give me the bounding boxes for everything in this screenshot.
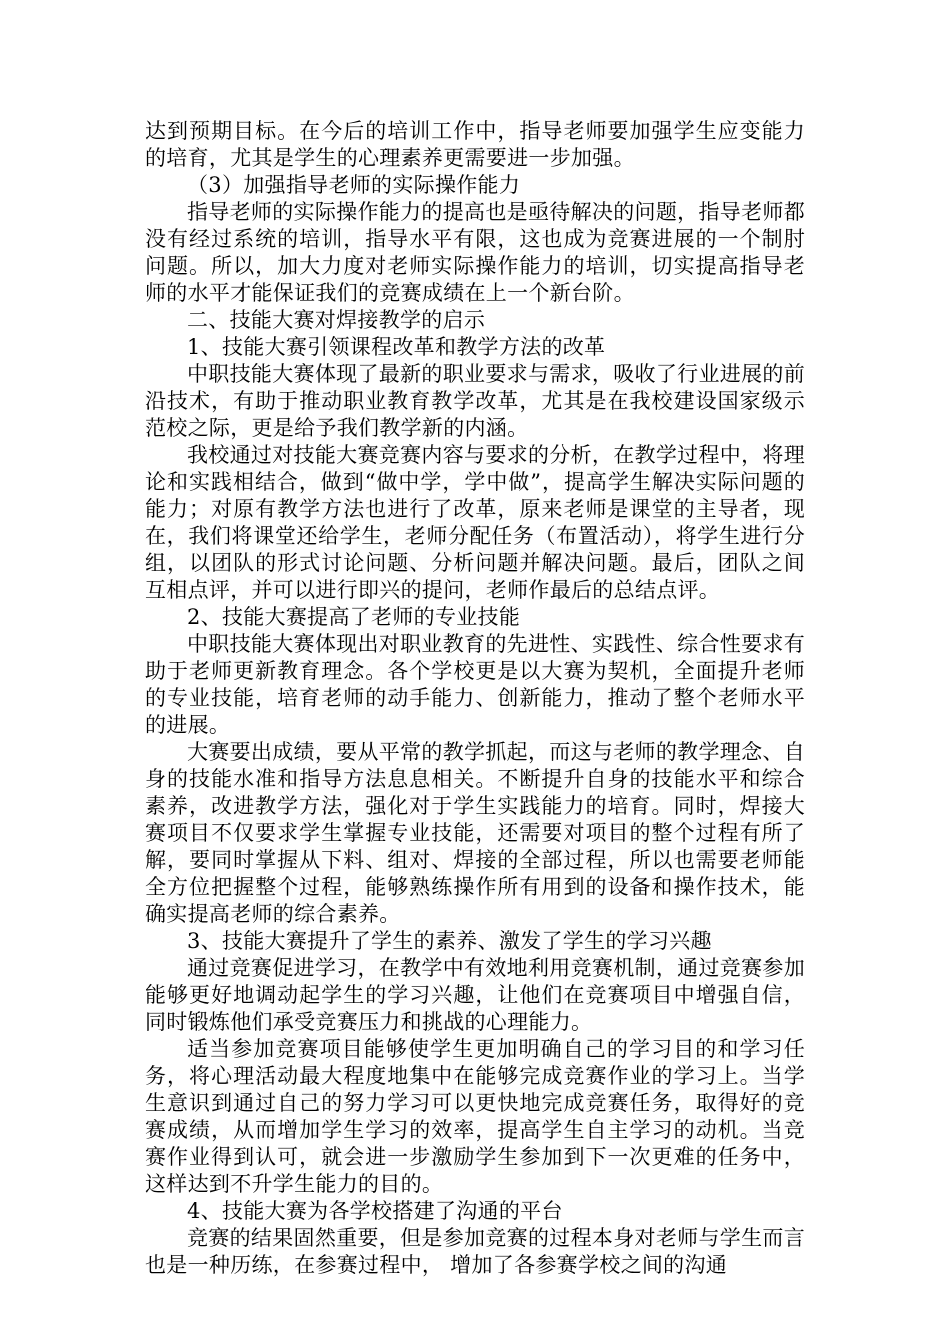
paragraph: 通过竞赛促进学习，在教学中有效地利用竞赛机制，通过竞赛参加能够更好地调动起学生的学习兴趣，让他们在竞赛项目中增强自信，同时锻炼他们承受竞赛压力和挑战的心理能力。 [145,956,805,1034]
paragraph: 竞赛的结果固然重要，但是参加竞赛的过程本身对老师与学生而言也是一种历练，在参赛过程中， 增加了各参赛学校之间的沟通 [145,1226,805,1277]
subheading-1: 1、技能大赛引领课程改革和教学方法的改革 [187,335,606,359]
subheading-3: （3）加强指导老师的实际操作能力 [187,173,521,197]
paragraph: 适当参加竞赛项目能够使学生更加明确自己的学习目的和学习任务，将心理活动最大程度地集中在能够完成竞赛作业的学习上。当学生意识到通过自己的努力学习可以更快地完成竞赛任务，取得好的竞赛成绩，从而增加学生学习的效率，提高学生自主学习的动机。当竞赛作业得到认可，就会进一步激励学生参加到下一次更难的任务中，这样达到不升学生能力的目的。 [145,1037,805,1196]
paragraph: 大赛要出成绩，要从平常的教学抓起，而这与老师的教学理念、自身的技能水准和指导方法息息相关。不断提升自身的技能水平和综合素养，改进教学方法，强化对于学生实践能力的培育。同时，焊接大赛项目不仅要求学生掌握专业技能，还需要对项目的整个过程有所了解，要同时掌握从下料、组对、焊接的全部过程，所以也需要老师能全方位把握整个过程，能够熟练操作所有用到的设备和操作技术，能确实提高老师的综合素养。 [145,740,805,926]
paragraph: 中职技能大赛体现出对职业教育的先进性、实践性、综合性要求有助于老师更新教育理念。各个学校更是以大赛为契机，全面提升老师的专业技能，培育老师的动手能力、创新能力，推动了整个老师水平的进展。 [145,632,805,737]
subheading-2: 2、技能大赛提高了老师的专业技能 [187,605,521,629]
subheading-4: 4、技能大赛为各学校搭建了沟通的平台 [187,1199,563,1223]
paragraph: 中职技能大赛体现了最新的职业要求与需求，吸收了行业进展的前沿技术，有助于推动职业教育教学改革，尤其是在我校建设国家级示范校之际，更是给予我们教学新的内涵。 [145,362,805,440]
paragraph: 指导老师的实际操作能力的提高也是亟待解决的问题，指导老师都没有经过系统的培训，指导水平有限，这也成为竞赛进展的一个制肘问题。所以，加大力度对老师实际操作能力的培训，切实提高指导老师的水平才能保证我们的竞赛成绩在上一个新台阶。 [145,200,805,305]
paragraph: 我校通过对技能大赛竞赛内容与要求的分析，在教学过程中，将理论和实践相结合，做到“做中学，学中做”，提高学生解决实际问题的能力；对原有教学方法也进行了改革，原来老师是课堂的主导者，现在，我们将课堂还给学生，老师分配任务（布置活动），将学生进行分组，以团队的形式讨论问题、分析问题并解决问题。最后，团队之间互相点评，并可以进行即兴的提问，老师作最后的总结点评。 [145,443,805,602]
paragraph-continuation: 达到预期目标。在今后的培训工作中，指导老师要加强学生应变能力的培育，尤其是学生的心理素养更需要进一步加强。 [145,119,805,170]
document-page [145,118,805,1279]
subheading-3: 3、技能大赛提升了学生的素养、激发了学生的学习兴趣 [187,929,712,953]
section-heading-2: 二、技能大赛对焊接教学的启示 [187,308,486,332]
